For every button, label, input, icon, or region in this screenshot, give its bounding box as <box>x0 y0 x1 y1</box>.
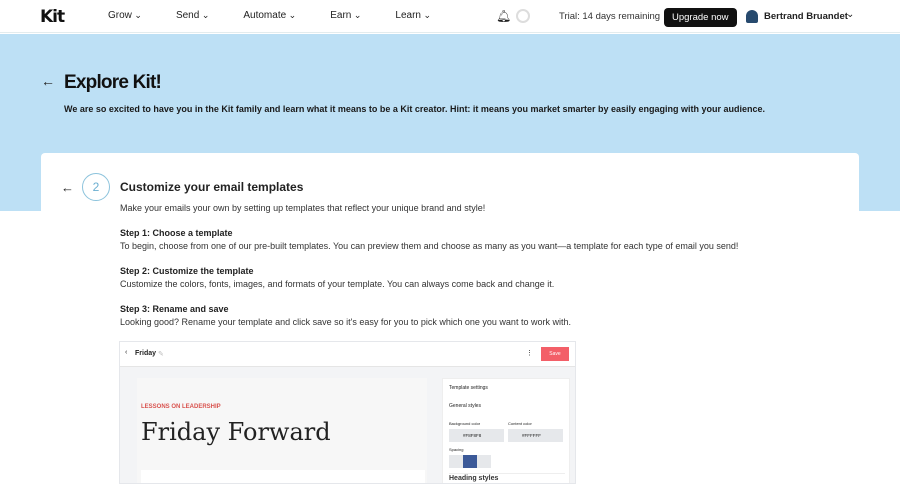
email-canvas <box>137 378 427 484</box>
pencil-icon: ✎ <box>158 351 164 358</box>
bg-color-swatch: #F8F8F8 <box>449 429 504 442</box>
page-subtitle: We are so excited to have you in the Kit family and learn what it means to be a Kit creator. Hint: it means you market smarter by easily engaging with your audience. <box>64 104 766 114</box>
main-menu <box>108 10 465 21</box>
general-styles: General styles <box>449 403 481 409</box>
content-color-swatch: #FFFFFF <box>508 429 563 442</box>
page-title: Explore Kit! <box>64 72 162 93</box>
trial-status: Trial: 14 days remaining <box>559 11 661 22</box>
more-icon: ⋮ <box>526 350 533 357</box>
avatar[interactable] <box>746 10 758 23</box>
chevron-left-icon: ‹ <box>125 349 128 356</box>
loading-spinner-icon <box>516 9 530 23</box>
menu-grow[interactable]: Grow ⌄ <box>108 10 142 21</box>
substep-text: Customize the colors, fonts, images, and formats of your template. You can always come back and change it. <box>120 279 555 289</box>
substep-title: Step 1: Choose a template <box>120 228 233 238</box>
template-editor-preview <box>119 341 576 484</box>
bell-icon[interactable]: 🔔︎ <box>496 9 512 23</box>
settings-title: Template settings <box>449 385 488 391</box>
step-intro: Make your emails your own by setting up templates that reflect your unique brand and style! <box>120 203 486 213</box>
editor-toolbar <box>120 342 575 367</box>
template-settings-panel <box>442 378 570 484</box>
user-name[interactable]: Bertrand Bruandet <box>764 11 848 22</box>
bg-color-label: Background color <box>449 421 481 426</box>
substep-title: Step 3: Rename and save <box>120 304 229 314</box>
eyebrow-text: LESSONS ON LEADERSHIP <box>141 404 221 410</box>
spacing-label: Spacing <box>449 447 464 452</box>
substep-text: To begin, choose from one of our pre-built templates. You can preview them and choose as many as you want—a template for each type of email you send! <box>120 241 739 251</box>
substep-title: Step 2: Customize the template <box>120 266 254 276</box>
save-button: Save <box>541 347 569 361</box>
content-color-label: Content color <box>508 421 532 426</box>
step-title: Customize your email templates <box>120 180 304 194</box>
kit-logo[interactable]: Kit <box>40 7 65 27</box>
spacing-option <box>477 455 491 468</box>
menu-earn[interactable]: Earn ⌄ <box>330 10 361 21</box>
spacing-option <box>449 455 463 468</box>
chevron-down-icon[interactable]: ⌄ <box>846 9 855 20</box>
upgrade-button[interactable]: Upgrade now <box>664 8 737 27</box>
back-arrow-icon[interactable]: ← <box>41 73 55 89</box>
email-headline: Friday Forward <box>141 418 331 446</box>
content-block <box>141 470 425 484</box>
top-nav <box>0 0 900 33</box>
menu-send[interactable]: Send ⌄ <box>176 10 209 21</box>
previous-step-arrow-icon[interactable]: ← <box>61 180 74 195</box>
substep-text: Looking good? Rename your template and click save so it's easy for you to pick which one you want to work with. <box>120 317 571 327</box>
menu-learn[interactable]: Learn ⌄ <box>395 10 431 21</box>
spacing-option-selected <box>463 455 477 468</box>
template-name: Friday <box>135 350 157 357</box>
menu-automate[interactable]: Automate ⌄ <box>243 10 296 21</box>
step-number: 2 <box>82 173 110 201</box>
heading-styles: Heading styles <box>449 473 565 482</box>
